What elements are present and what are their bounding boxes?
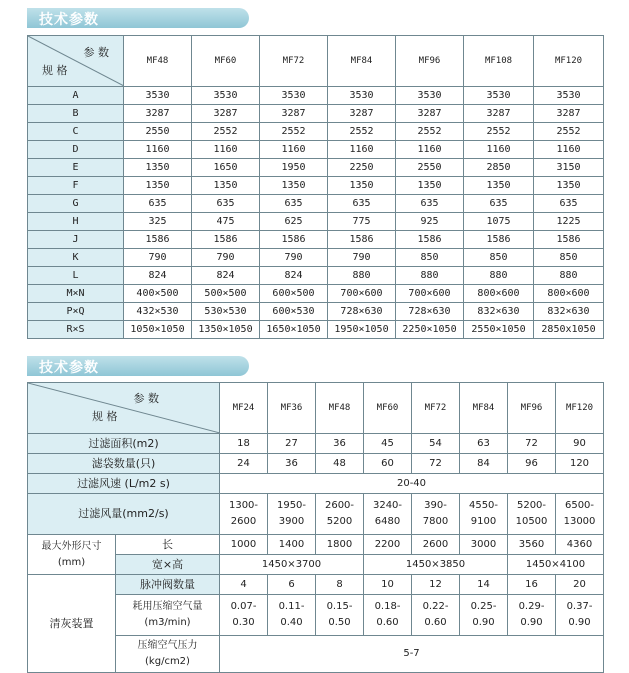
cell-value: 800×600 [464,285,534,303]
air-volume-value [220,494,268,535]
cell-value: 635 [464,195,534,213]
cell-value: 1350 [124,159,192,177]
cell-value: 500×500 [192,285,260,303]
cell-value: 824 [124,267,192,285]
cell-value: 400×500 [124,285,192,303]
pressure-label-bottom: (kg/cm2) [145,656,190,667]
width-label: 宽×高 [116,555,220,575]
table-row [28,213,604,231]
range-bottom: 6480 [374,516,401,527]
range-top: 0.25- [470,601,497,612]
filter-area-value: 72 [508,434,556,454]
row-label: L [28,267,124,285]
row-label: G [28,195,124,213]
outer-length-row [28,535,604,555]
cell-value: 1586 [464,231,534,249]
column-header: MF108 [464,36,534,87]
cell-value: 2850x1050 [534,321,604,339]
cell-value: 1650×1050 [260,321,328,339]
row-label: E [28,159,124,177]
column-header: MF36 [268,383,316,434]
range-bottom: 13000 [563,516,596,527]
cell-value: 530×530 [192,303,260,321]
consumption-label [116,595,220,636]
range-top: 4550- [468,500,499,511]
cell-value: 1075 [464,213,534,231]
range-top: 0.37- [566,601,593,612]
valve-value: 8 [316,575,364,595]
cell-value: 1350 [260,177,328,195]
cell-value: 824 [260,267,328,285]
cell-value: 1160 [328,141,396,159]
cell-value: 2552 [328,123,396,141]
table-row [28,249,604,267]
range-bottom: 0.60 [376,617,399,628]
consumption-value [220,595,268,636]
cell-value: 635 [192,195,260,213]
cell-value: 1350 [464,177,534,195]
cell-value: 1160 [464,141,534,159]
consumption-label-top: 耗用压缩空气量 [132,601,203,612]
column-header: MF72 [260,36,328,87]
cell-value: 775 [328,213,396,231]
cell-value: 2550 [124,123,192,141]
row-label: F [28,177,124,195]
valve-value: 20 [556,575,604,595]
range-bottom: 9100 [470,516,497,527]
consumption-value [412,595,460,636]
pressure-label [116,636,220,673]
cell-value: 1586 [396,231,464,249]
filter-area-value: 45 [364,434,412,454]
bag-count-value: 96 [508,454,556,474]
air-volume-label: 过滤风量(mm2/s) [28,494,220,535]
filter-area-label: 过滤面积(m2) [28,434,220,454]
column-header: MF96 [508,383,556,434]
cell-value: 635 [260,195,328,213]
filter-area-row [28,434,604,454]
valve-value: 10 [364,575,412,595]
length-value: 1800 [316,535,364,555]
consumption-value [268,595,316,636]
cell-value: 880 [534,267,604,285]
bag-count-value: 24 [220,454,268,474]
cell-value: 1350 [328,177,396,195]
air-volume-row [28,494,604,535]
cell-value: 2552 [534,123,604,141]
cell-value: 325 [124,213,192,231]
cell-value: 790 [192,249,260,267]
spec-table-1 [27,35,604,339]
cell-value: 3530 [192,87,260,105]
cell-value: 2552 [396,123,464,141]
corner-label-spec: 规 格 [92,410,118,423]
column-header: MF84 [328,36,396,87]
range-bottom: 7800 [422,516,449,527]
cell-value: 1586 [260,231,328,249]
corner-diagonal [28,36,124,86]
cell-value: 1650 [192,159,260,177]
cell-value: 880 [464,267,534,285]
width-value: 1450×3850 [364,555,508,575]
cell-value: 1586 [124,231,192,249]
table-row [28,195,604,213]
valve-value: 16 [508,575,556,595]
range-top: 390- [424,500,447,511]
table-row [28,267,604,285]
air-volume-value [556,494,604,535]
table-row [28,231,604,249]
cell-value: 1050×1050 [124,321,192,339]
table-row [28,177,604,195]
table1-header-row [28,36,604,87]
table2-body [28,434,604,673]
cell-value: 3530 [396,87,464,105]
filter-area-value: 54 [412,434,460,454]
range-bottom: 0.30 [232,617,255,628]
section1-title: 技术参数 [39,12,99,28]
cell-value: 3530 [260,87,328,105]
row-label: K [28,249,124,267]
cell-value: 635 [396,195,464,213]
bag-count-value: 120 [556,454,604,474]
cell-value: 1586 [192,231,260,249]
consumption-label-bottom: (m3/min) [144,617,191,628]
column-header: MF96 [396,36,464,87]
column-header: MF24 [220,383,268,434]
filter-speed-row [28,474,604,494]
cell-value: 3530 [328,87,396,105]
row-label: R×S [28,321,124,339]
cell-value: 1160 [124,141,192,159]
cell-value: 3530 [464,87,534,105]
air-volume-value [460,494,508,535]
cell-value: 880 [328,267,396,285]
row-label: H [28,213,124,231]
pressure-label-top: 压缩空气压力 [137,640,198,651]
cell-value: 832×630 [534,303,604,321]
column-header: MF60 [364,383,412,434]
column-header: MF120 [534,36,604,87]
cell-value: 635 [124,195,192,213]
cell-value: 432×530 [124,303,192,321]
cell-value: 824 [192,267,260,285]
row-label: C [28,123,124,141]
cell-value: 850 [464,249,534,267]
cell-value: 850 [396,249,464,267]
row-label: D [28,141,124,159]
bag-count-label: 滤袋数量(只) [28,454,220,474]
cell-value: 728×630 [396,303,464,321]
cell-value: 635 [328,195,396,213]
cell-value: 1350 [192,177,260,195]
range-top: 1950- [276,500,307,511]
filter-area-value: 27 [268,434,316,454]
length-value: 3560 [508,535,556,555]
table2-header-row [28,383,604,434]
cell-value: 600×500 [260,285,328,303]
cell-value: 2550×1050 [464,321,534,339]
cell-value: 2550 [396,159,464,177]
filter-area-value: 36 [316,434,364,454]
range-bottom: 2600 [230,516,257,527]
bag-count-value: 48 [316,454,364,474]
column-header: MF48 [124,36,192,87]
cell-value: 2850 [464,159,534,177]
range-top: 0.18- [374,601,401,612]
cell-value: 800×600 [534,285,604,303]
table-row [28,141,604,159]
consumption-value [508,595,556,636]
range-bottom: 0.90 [472,617,495,628]
range-bottom: 10500 [515,516,548,527]
length-value: 4360 [556,535,604,555]
range-top: 1300- [228,500,259,511]
air-volume-value [268,494,316,535]
valve-value: 4 [220,575,268,595]
cell-value: 3530 [124,87,192,105]
range-top: 5200- [516,500,547,511]
outer-size-label-top: 最大外形尺寸 [41,540,102,552]
range-bottom: 0.60 [424,617,447,628]
corner-label-spec: 规 格 [42,64,68,77]
cell-value: 1350 [534,177,604,195]
filter-speed-value: 20-40 [220,474,604,494]
cell-value: 1160 [260,141,328,159]
cell-value: 3287 [396,105,464,123]
table-row [28,123,604,141]
cell-value: 2552 [260,123,328,141]
cell-value: 1950×1050 [328,321,396,339]
row-label: M×N [28,285,124,303]
length-value: 2200 [364,535,412,555]
cell-value: 1350×1050 [192,321,260,339]
width-value: 1450×4100 [508,555,604,575]
length-value: 2600 [412,535,460,555]
cell-value: 880 [396,267,464,285]
filter-area-value: 90 [556,434,604,454]
cell-value: 832×630 [464,303,534,321]
cell-value: 625 [260,213,328,231]
cell-value: 475 [192,213,260,231]
outer-size-label-bottom: (mm) [57,556,86,568]
row-label: A [28,87,124,105]
length-value: 1000 [220,535,268,555]
column-header: MF84 [460,383,508,434]
cell-value: 2552 [464,123,534,141]
air-volume-value [508,494,556,535]
air-volume-value [364,494,412,535]
section2-title: 技术参数 [39,360,99,376]
column-header: MF60 [192,36,260,87]
cell-value: 1225 [534,213,604,231]
cell-value: 3287 [124,105,192,123]
valve-value: 12 [412,575,460,595]
corner-label-params: 参 数 [83,46,109,59]
table1-body [28,87,604,339]
cleaning-label: 清灰装置 [28,575,116,673]
row-label: B [28,105,124,123]
cell-value: 790 [260,249,328,267]
bag-count-value: 36 [268,454,316,474]
range-bottom: 0.90 [520,617,543,628]
section1-banner [27,8,249,28]
consumption-value [316,595,364,636]
valve-value: 14 [460,575,508,595]
length-label: 长 [116,535,220,555]
table-row [28,87,604,105]
consumption-value [364,595,412,636]
cell-value: 1160 [534,141,604,159]
cell-value: 3150 [534,159,604,177]
section2-banner [27,356,249,376]
bag-count-value: 84 [460,454,508,474]
range-top: 0.11- [278,601,305,612]
row-label: J [28,231,124,249]
cell-value: 1586 [534,231,604,249]
cell-value: 3287 [464,105,534,123]
air-volume-value [412,494,460,535]
length-value: 3000 [460,535,508,555]
cell-value: 2250 [328,159,396,177]
range-top: 0.15- [326,601,353,612]
cell-value: 1160 [192,141,260,159]
cell-value: 925 [396,213,464,231]
cell-value: 790 [124,249,192,267]
corner-diagonal [28,383,220,433]
filter-area-value: 18 [220,434,268,454]
cell-value: 850 [534,249,604,267]
valve-value: 6 [268,575,316,595]
column-header: MF120 [556,383,604,434]
table-row [28,105,604,123]
consumption-value [556,595,604,636]
bag-count-value: 72 [412,454,460,474]
outer-size-label [28,535,116,575]
cell-value: 635 [534,195,604,213]
range-bottom: 0.50 [328,617,351,628]
range-bottom: 3900 [278,516,305,527]
filter-area-value: 63 [460,434,508,454]
range-bottom: 0.90 [568,617,591,628]
range-top: 0.07- [230,601,257,612]
cell-value: 600×530 [260,303,328,321]
range-top: 3240- [372,500,403,511]
cell-value: 700×600 [328,285,396,303]
range-bottom: 5200 [326,516,353,527]
cell-value: 1950 [260,159,328,177]
row-label: P×Q [28,303,124,321]
cell-value: 3287 [192,105,260,123]
filter-speed-label: 过滤风速 (L/m2 s) [28,474,220,494]
range-bottom: 0.40 [280,617,303,628]
range-top: 2600- [324,500,355,511]
bag-count-row [28,454,604,474]
length-value: 1400 [268,535,316,555]
cell-value: 700×600 [396,285,464,303]
column-header: MF48 [316,383,364,434]
cell-value: 1160 [396,141,464,159]
corner-label-params: 参 数 [133,392,159,405]
table-row [28,321,604,339]
cell-value: 2250×1050 [396,321,464,339]
cell-value: 1350 [124,177,192,195]
table1-corner-cell [28,36,124,87]
range-top: 6500- [564,500,595,511]
table-row [28,285,604,303]
spec-table-2 [27,382,604,673]
air-volume-value [316,494,364,535]
width-value: 1450×3700 [220,555,364,575]
cell-value: 1586 [328,231,396,249]
valve-label: 脉冲阀数量 [116,575,220,595]
range-top: 0.29- [518,601,545,612]
consumption-value [460,595,508,636]
cell-value: 728×630 [328,303,396,321]
table2-corner-cell [28,383,220,434]
cell-value: 3287 [260,105,328,123]
valve-row [28,575,604,595]
cell-value: 3287 [328,105,396,123]
cell-value: 3287 [534,105,604,123]
bag-count-value: 60 [364,454,412,474]
table-row [28,303,604,321]
cell-value: 790 [328,249,396,267]
pressure-value: 5-7 [220,636,604,673]
cell-value: 2552 [192,123,260,141]
cell-value: 1350 [396,177,464,195]
range-top: 0.22- [422,601,449,612]
column-header: MF72 [412,383,460,434]
cell-value: 3530 [534,87,604,105]
table-row [28,159,604,177]
